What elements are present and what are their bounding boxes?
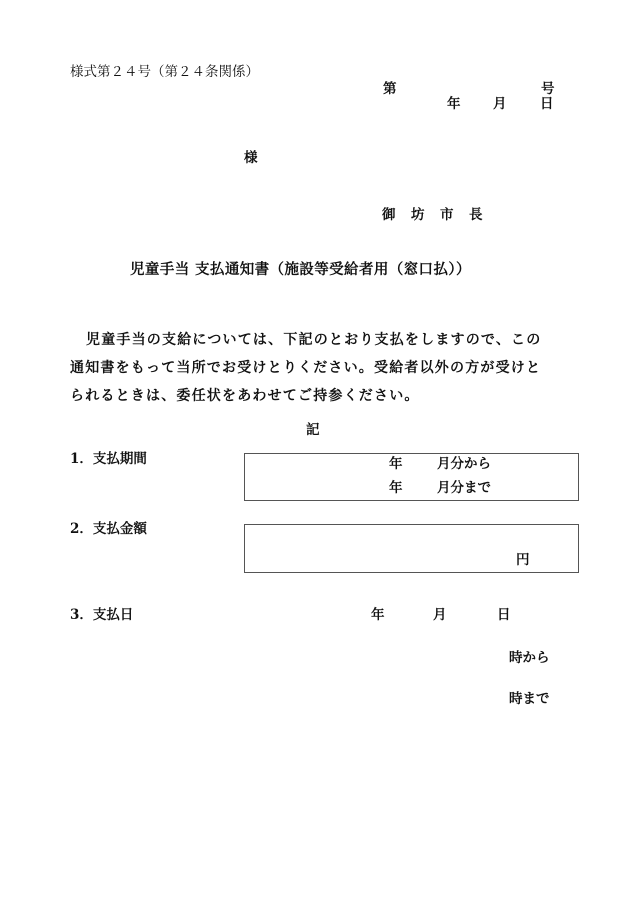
amount-unit: 円 xyxy=(516,552,530,568)
payday-day: 日 xyxy=(497,607,511,623)
doc-number-prefix: 第 xyxy=(383,81,397,97)
recipient-honorific: 様 xyxy=(244,150,258,166)
body-paragraph xyxy=(70,326,560,410)
period-box xyxy=(244,453,579,501)
header-date-month: 月 xyxy=(493,96,507,112)
payday-month: 月 xyxy=(433,607,447,623)
body-line-2: 通知書をもって当所でお受けとりください。受給者以外の方が受けと xyxy=(70,360,542,376)
body-line-3: られるときは、委任状をあわせてご持参ください。 xyxy=(70,388,420,404)
header-date-day: 日 xyxy=(540,96,554,112)
period-to-year: 年 xyxy=(389,480,403,496)
amount-label: 2．支払金額 xyxy=(70,521,147,537)
form-number: 様式第２４号（第２４条関係） xyxy=(70,64,259,80)
body-line-1: 児童手当の支給については、下記のとおり支払をしますので、この xyxy=(86,332,542,348)
doc-number-suffix: 号 xyxy=(541,81,555,97)
issuer-name: 御 坊 市 長 xyxy=(382,207,484,223)
period-to-month: 月分まで xyxy=(437,480,491,496)
header-date-year: 年 xyxy=(447,96,461,112)
payday-time-to: 時まで xyxy=(509,691,550,707)
period-from-year: 年 xyxy=(389,456,403,472)
period-label: 1．支払期間 xyxy=(70,451,147,467)
payday-year: 年 xyxy=(371,607,385,623)
payday-time-from: 時から xyxy=(509,650,550,666)
document-title: 児童手当 支払通知書（施設等受給者用（窓口払）） xyxy=(130,261,471,278)
ki-heading: 記 xyxy=(306,422,320,438)
payday-label: 3．支払日 xyxy=(70,607,134,623)
period-from-month: 月分から xyxy=(437,456,491,472)
